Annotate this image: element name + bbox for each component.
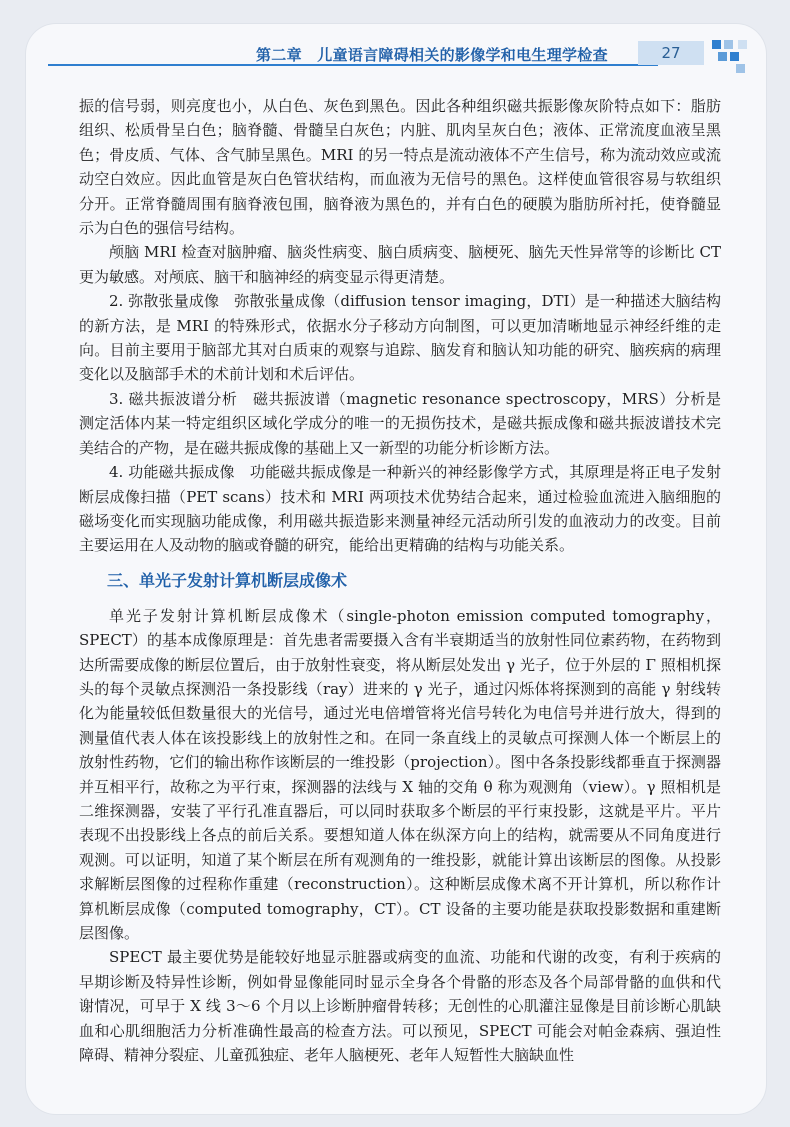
chapter-title: 第二章 儿童语言障碍相关的影像学和电生理学检查: [256, 46, 608, 64]
book-page: [26, 24, 766, 1114]
decor-square-icon: [724, 40, 733, 49]
paragraph-dti: 2. 弥散张量成像 弥散张量成像（diffusion tensor imaging，DTI）是一种描述大脑结构的新方法，是 MRI 的特殊形式，依据水分子移动方向制图，可以更加清晰地显示神经纤维的走向。目前主要用于脑部尤其对白质束的观察与追踪、脑发育和脑认知功能的研究、脑疾病的病理变化以及脑部手术的术前计划和术后评估。: [79, 292, 721, 384]
paragraph-spect-principle: 单光子发射计算机断层成像术（single-photon emission computed tomography，SPECT）的基本成像原理是：首先患者需要摄入含有半衰期适当的放射性同位素药物，在药物到达所需要成像的断层位置后，由于放射性衰变，将从断层处发出 γ 光子，位于外层的 Γ 照相机探头的每个灵敏点探测沿一条投影线（ray）进来的 γ 光子，通过闪烁体将探测到的高能 γ 射线转化为能量较低但数量很大的光信号，通过光电倍增管将光信号转化为电信号并进行放大，得到的测量值代表人体在该投影线上的放射性之和。在同一条直线上的灵敏点可探测人体一个断层上的放射性药物，它们的输出称作该断层的一维投影（projection）。图中各条投影线都垂直于探测器并互相平行，故称之为平行束，探测器的法线与 X 轴的交角 θ 称为观测角（view）。γ 照相机是二维探测器，安装了平行孔准直器后，可以同时获取多个断层的平行束投影，这就是平片。平片表现不出投影线上各点的前后关系。要想知道人体在纵深方向上的结构，就需要从不同角度进行观测。可以证明，知道了某个断层在所有观测角的一维投影，就能计算出该断层的图像。从投影求解断层图像的过程称作重建（reconstruction）。这种断层成像术离不开计算机，所以称作计算机断层成像（computed tomography，CT）。CT 设备的主要功能是获取投影数据和重建断层图像。: [79, 606, 721, 942]
paragraph-fmri: 4. 功能磁共振成像 功能磁共振成像是一种新兴的神经影像学方式，其原理是将正电子发射断层成像扫描（PET scans）技术和 MRI 两项技术优势结合起来，通过检验血流进入脑细胞的磁场变化而实现脑功能成像，利用磁共振造影来测量神经元活动所引发的血液动力的改变。目前主要运用在人及动物的脑或脊髓的研究，能给出更精确的结构与功能关系。: [79, 463, 721, 555]
section-heading-spect: 三、单光子发射计算机断层成像术: [107, 570, 348, 590]
decor-square-icon: [712, 40, 721, 49]
running-header: [26, 24, 766, 84]
paragraph-mrs: 3. 磁共振波谱分析 磁共振波谱（magnetic resonance spectroscopy，MRS）分析是测定活体内某一特定组织区域化学成分的唯一的无损伤技术，是磁共振成像和磁共振波谱技术完美结合的产物，是在磁共振成像的基础上又一新型的功能分析诊断方法。: [79, 389, 721, 457]
decor-square-icon: [738, 40, 747, 49]
decor-square-icon: [730, 52, 739, 61]
page-number: 27: [638, 41, 704, 65]
paragraph-spect-advantage: SPECT 最主要优势是能较好地显示脏器或病变的血流、功能和代谢的改变，有利于疾病的早期诊断及特异性诊断，例如骨显像能同时显示全身各个骨骼的形态及各个局部骨骼的血供和代谢情况，可早于 X 线 3～6 个月以上诊断肿瘤骨转移；无创性的心肌灌注显像是目前诊断心肌缺血和心肌细胞活力分析准确性最高的检查方法。可以预见，SPECT 可能会对帕金森病、强迫性障碍、精神分裂症、儿童孤独症、老年人脑梗死、老年人短暂性大脑缺血性: [79, 948, 721, 1065]
page-body: [79, 94, 721, 1067]
decor-square-icon: [736, 64, 745, 73]
paragraph-mri-signal: 振的信号弱，则亮度也小，从白色、灰色到黑色。因此各种组织磁共振影像灰阶特点如下：脂肪组织、松质骨呈白色；脑脊髓、骨髓呈白灰色；内脏、肌肉呈灰白色；液体、正常流度血液呈黑色；骨皮质、气体、含气肺呈黑色。MRI 的另一特点是流动液体不产生信号，称为流动效应或流动空白效应。因此血管是灰白色管状结构，而血液为无信号的黑色。这样使血管很容易与软组织分开。正常脊髓周围有脑脊液包围，脑脊液为黑色的，并有白色的硬膜为脂肪所衬托，使脊髓显示为白色的强信号结构。: [79, 97, 721, 238]
paragraph-cranial-mri: 颅脑 MRI 检查对脑肿瘤、脑炎性病变、脑白质病变、脑梗死、脑先天性异常等的诊断比 CT 更为敏感。对颅底、脑干和脑神经的病变显示得更清楚。: [79, 243, 721, 286]
decor-square-icon: [718, 52, 727, 61]
